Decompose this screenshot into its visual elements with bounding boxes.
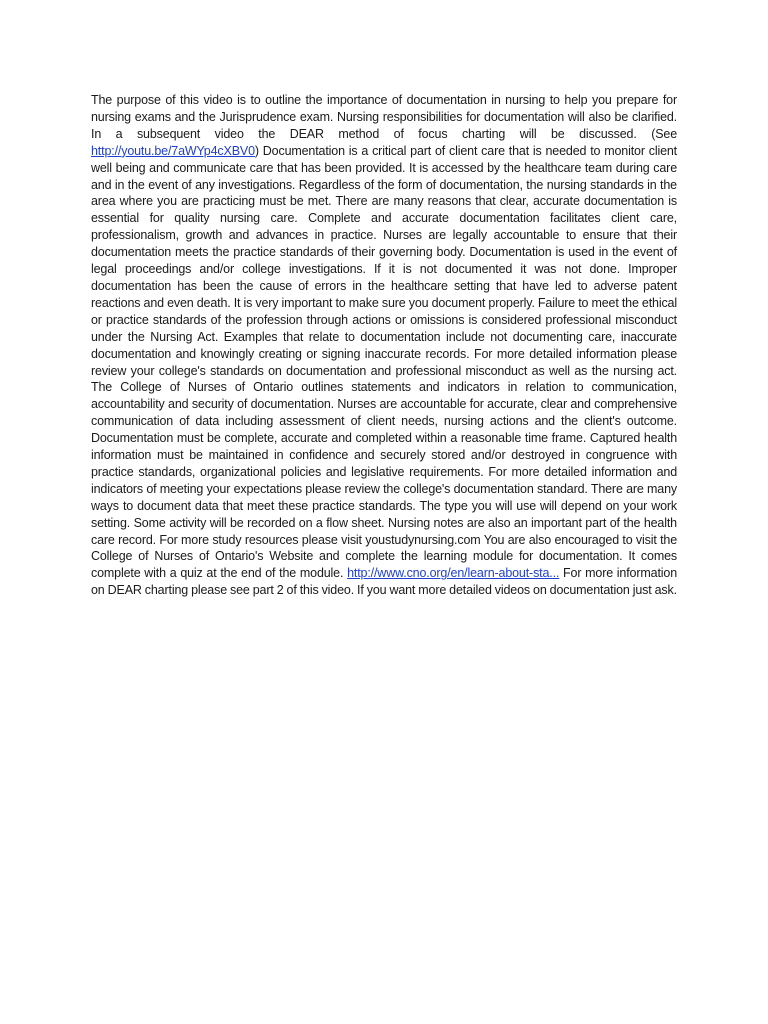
document-paragraph	[91, 92, 677, 599]
youtube-link[interactable]: http://youtu.be/7aWYp4cXBV0	[91, 143, 255, 158]
paragraph-text-part-1: The purpose of this video is to outline the importance of documentation in nursing to help you prepare for nursing exams and the Jurisprudence exam. Nursing responsibilities for documentation will also be clarified. In a subsequent video the DEAR method of focus charting will be discussed. (See	[91, 93, 677, 141]
paragraph-text-part-2: ) Documentation is a critical part of client care that is needed to monitor client well being and communicate care that has been provided. It is accessed by the healthcare team during care and in the event of any investigations. Regardless of the form of documentation, the nursing standards in the area where you are practicing must be met. There are many reasons that clear, accurate documentation is essential for quality nursing care. Complete and accurate documentation facilitates client care, professionalism, growth and advances in practice. Nurses are legally accountable to ensure that their documentation meets the practice standards of their governing body. Documentation is used in the event of legal proceedings and/or college investigations. If it is not documented it was not done. Improper documentation has been the cause of errors in the healthcare setting that have led to adverse patent reactions and even death. It is very important to make sure you document properly. Failure to meet the ethical or practice standards of the profession through actions or omissions is considered professional misconduct under the Nursing Act. Examples that relate to documentation include not documenting care, inaccurate documentation and knowingly creating or signing inaccurate records. For more detailed information please review your college's standards on documentation and professional misconduct as well as the nursing act. The College of Nurses of Ontario outlines statements and indicators in relation to communication, accountability and security of documentation. Nurses are accountable for accurate, clear and comprehensive communication of data including assessment of client needs, nursing actions and the client's outcome. Documentation must be complete, accurate and completed within a reasonable time frame. Captured health information must be maintained in confidence and securely stored and/or destroyed in congruence with practice standards, organizational policies and legislative requirements. For more detailed information and indicators of meeting your expectations please review the college's documentation standard. There are many ways to document data that meet these practice standards. The type you will use will depend on your work setting. Some activity will be recorded on a flow sheet. Nursing notes are also an important part of the health care record. For more study resources please visit youstudynursing.com You are also encouraged to visit the College of Nurses of Ontario's Website and complete the learning module for documentation. It comes complete with a quiz at the end of the module.	[91, 143, 677, 581]
paragraph-text-part-3: For more information on DEAR charting please see part 2 of this video. If you want more detailed videos on documentation just ask.	[91, 566, 677, 598]
cno-link[interactable]: http://www.cno.org/en/learn-about-sta...	[347, 566, 560, 581]
